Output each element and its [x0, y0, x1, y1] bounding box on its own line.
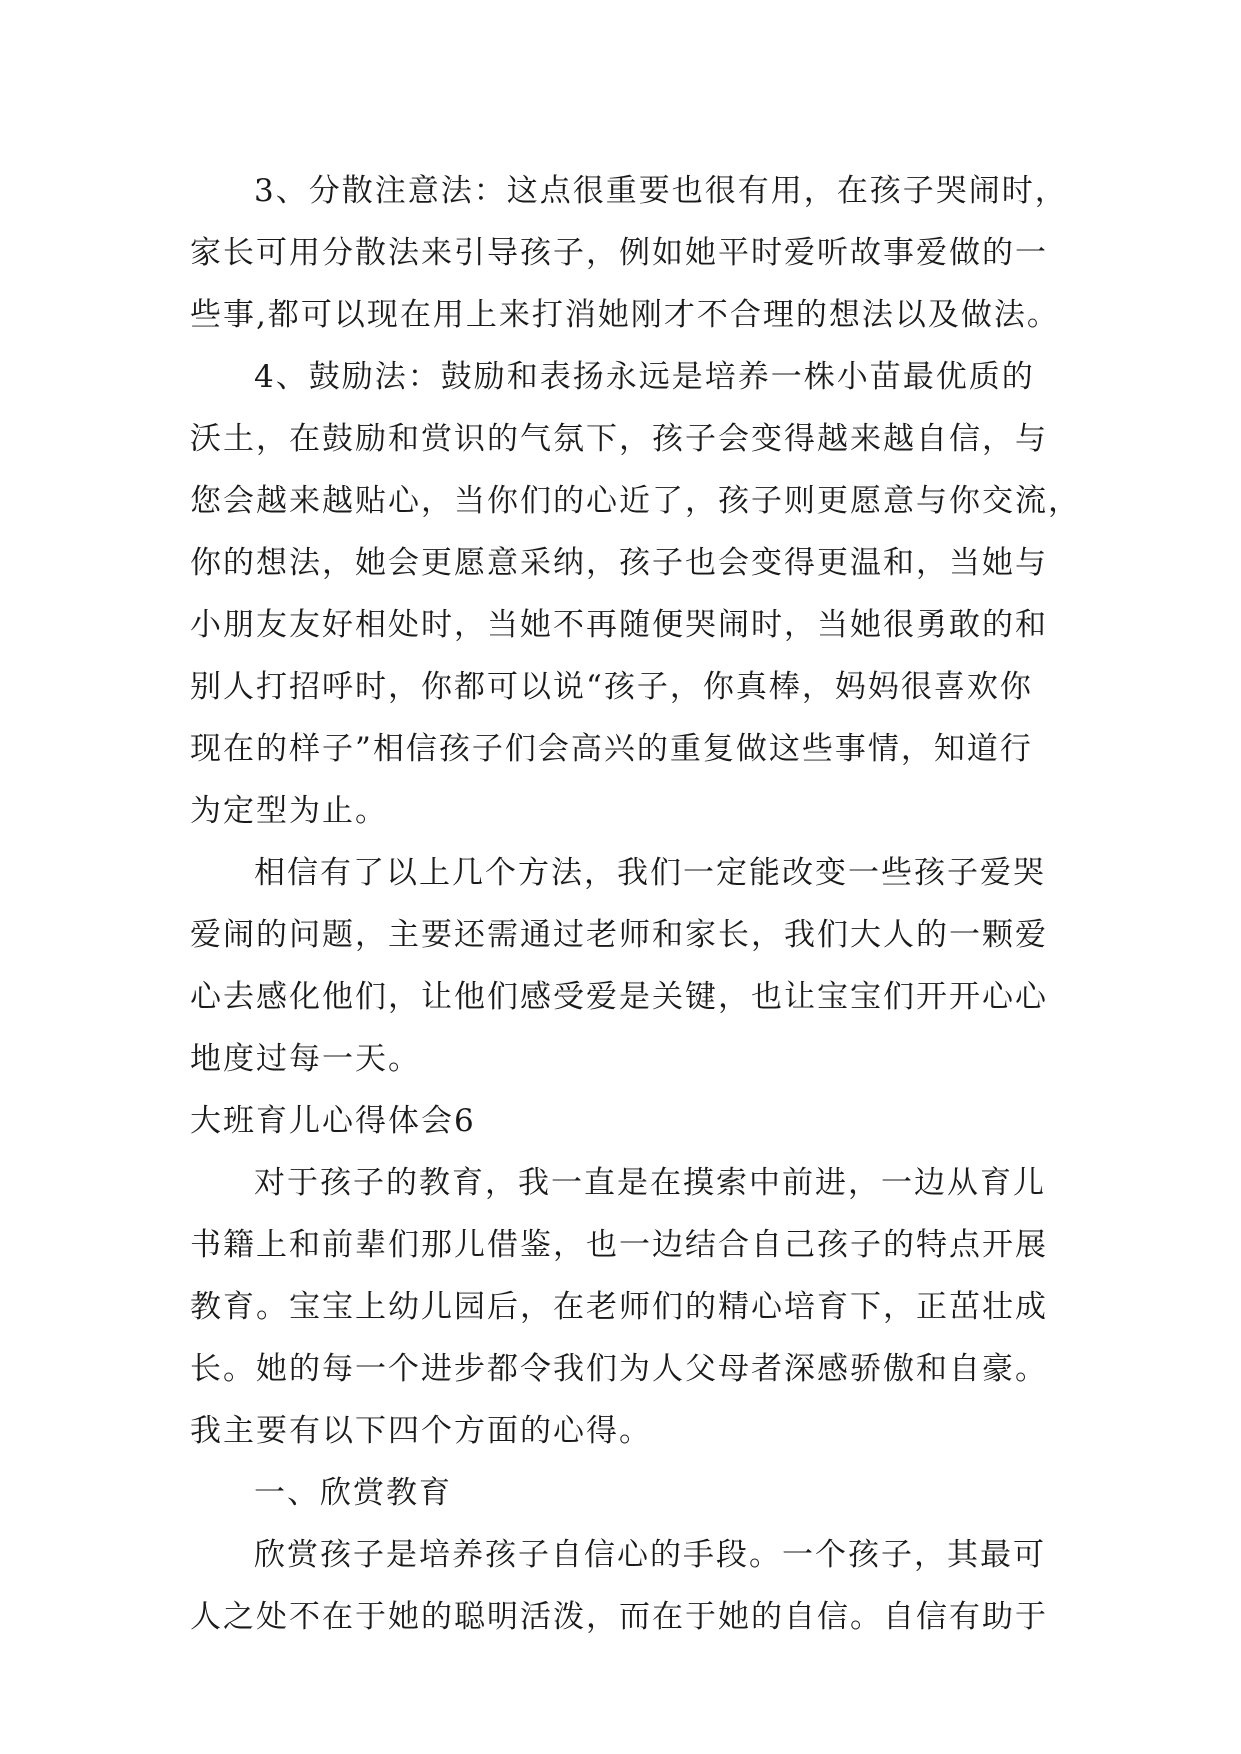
text-line: 书籍上和前辈们那儿借鉴，也一边结合自己孩子的特点开展: [190, 1227, 1048, 1263]
text-line: 现在的样子”相信孩子们会高兴的重复做这些事情，知道行: [190, 731, 1033, 767]
text-line: 些事,都可以现在用上来打消她刚才不合理的想法以及做法。: [190, 297, 1060, 333]
text-line: 人之处不在于她的聪明活泼，而在于她的自信。自信有助于: [190, 1599, 1048, 1635]
text-line: 3、分散注意法：这点很重要也很有用，在孩子哭闹时，: [254, 173, 1068, 209]
text-line: 为定型为止。: [190, 793, 388, 829]
text-line: 你的想法，她会更愿意采纳，孩子也会变得更温和，当她与: [190, 545, 1048, 581]
text-line: 家长可用分散法来引导孩子，例如她平时爱听故事爱做的一: [190, 235, 1048, 271]
text-line: 地度过每一天。: [190, 1041, 421, 1077]
section-title: 大班育儿心得体会6: [190, 1103, 476, 1139]
paragraph-conclusion: [190, 842, 1090, 1090]
text-line: 相信有了以上几个方法，我们一定能改变一些孩子爱哭: [254, 855, 1046, 891]
subheading-appreciation-education: [190, 1462, 1090, 1524]
paragraph-education-intro: [190, 1152, 1090, 1462]
text-line: 对于孩子的教育，我一直是在摸索中前进，一边从育儿: [254, 1165, 1046, 1201]
text-line: 爱闹的问题，主要还需通过老师和家长，我们大人的一颗爱: [190, 917, 1048, 953]
text-line: 长。她的每一个进步都令我们为人父母者深感骄傲和自豪。: [190, 1351, 1048, 1387]
text-line: 4、鼓励法：鼓励和表扬永远是培养一株小苗最优质的: [254, 359, 1035, 395]
paragraph-appreciation: [190, 1524, 1090, 1648]
text-line: 心去感化他们，让他们感受爱是关键，也让宝宝们开开心心: [190, 979, 1048, 1015]
paragraph-distraction-method: [190, 160, 1090, 346]
text-line: 别人打招呼时，你都可以说“孩子，你真棒，妈妈很喜欢你: [190, 669, 1033, 705]
text-line: 我主要有以下四个方面的心得。: [190, 1413, 652, 1449]
text-line: 小朋友友好相处时，当她不再随便哭闹时，当她很勇敢的和: [190, 607, 1048, 643]
text-line: 一、欣赏教育: [254, 1475, 452, 1511]
paragraph-encouragement-method: [190, 346, 1090, 842]
text-line: 沃土，在鼓励和赏识的气氛下，孩子会变得越来越自信，与: [190, 421, 1048, 457]
text-line: 教育。宝宝上幼儿园后，在老师们的精心培育下，正茁壮成: [190, 1289, 1048, 1325]
text-line: 欣赏孩子是培养孩子自信心的手段。一个孩子，其最可: [254, 1537, 1046, 1573]
text-line: 您会越来越贴心，当你们的心近了，孩子则更愿意与你交流，: [190, 483, 1081, 519]
document-body: [190, 160, 1090, 1648]
